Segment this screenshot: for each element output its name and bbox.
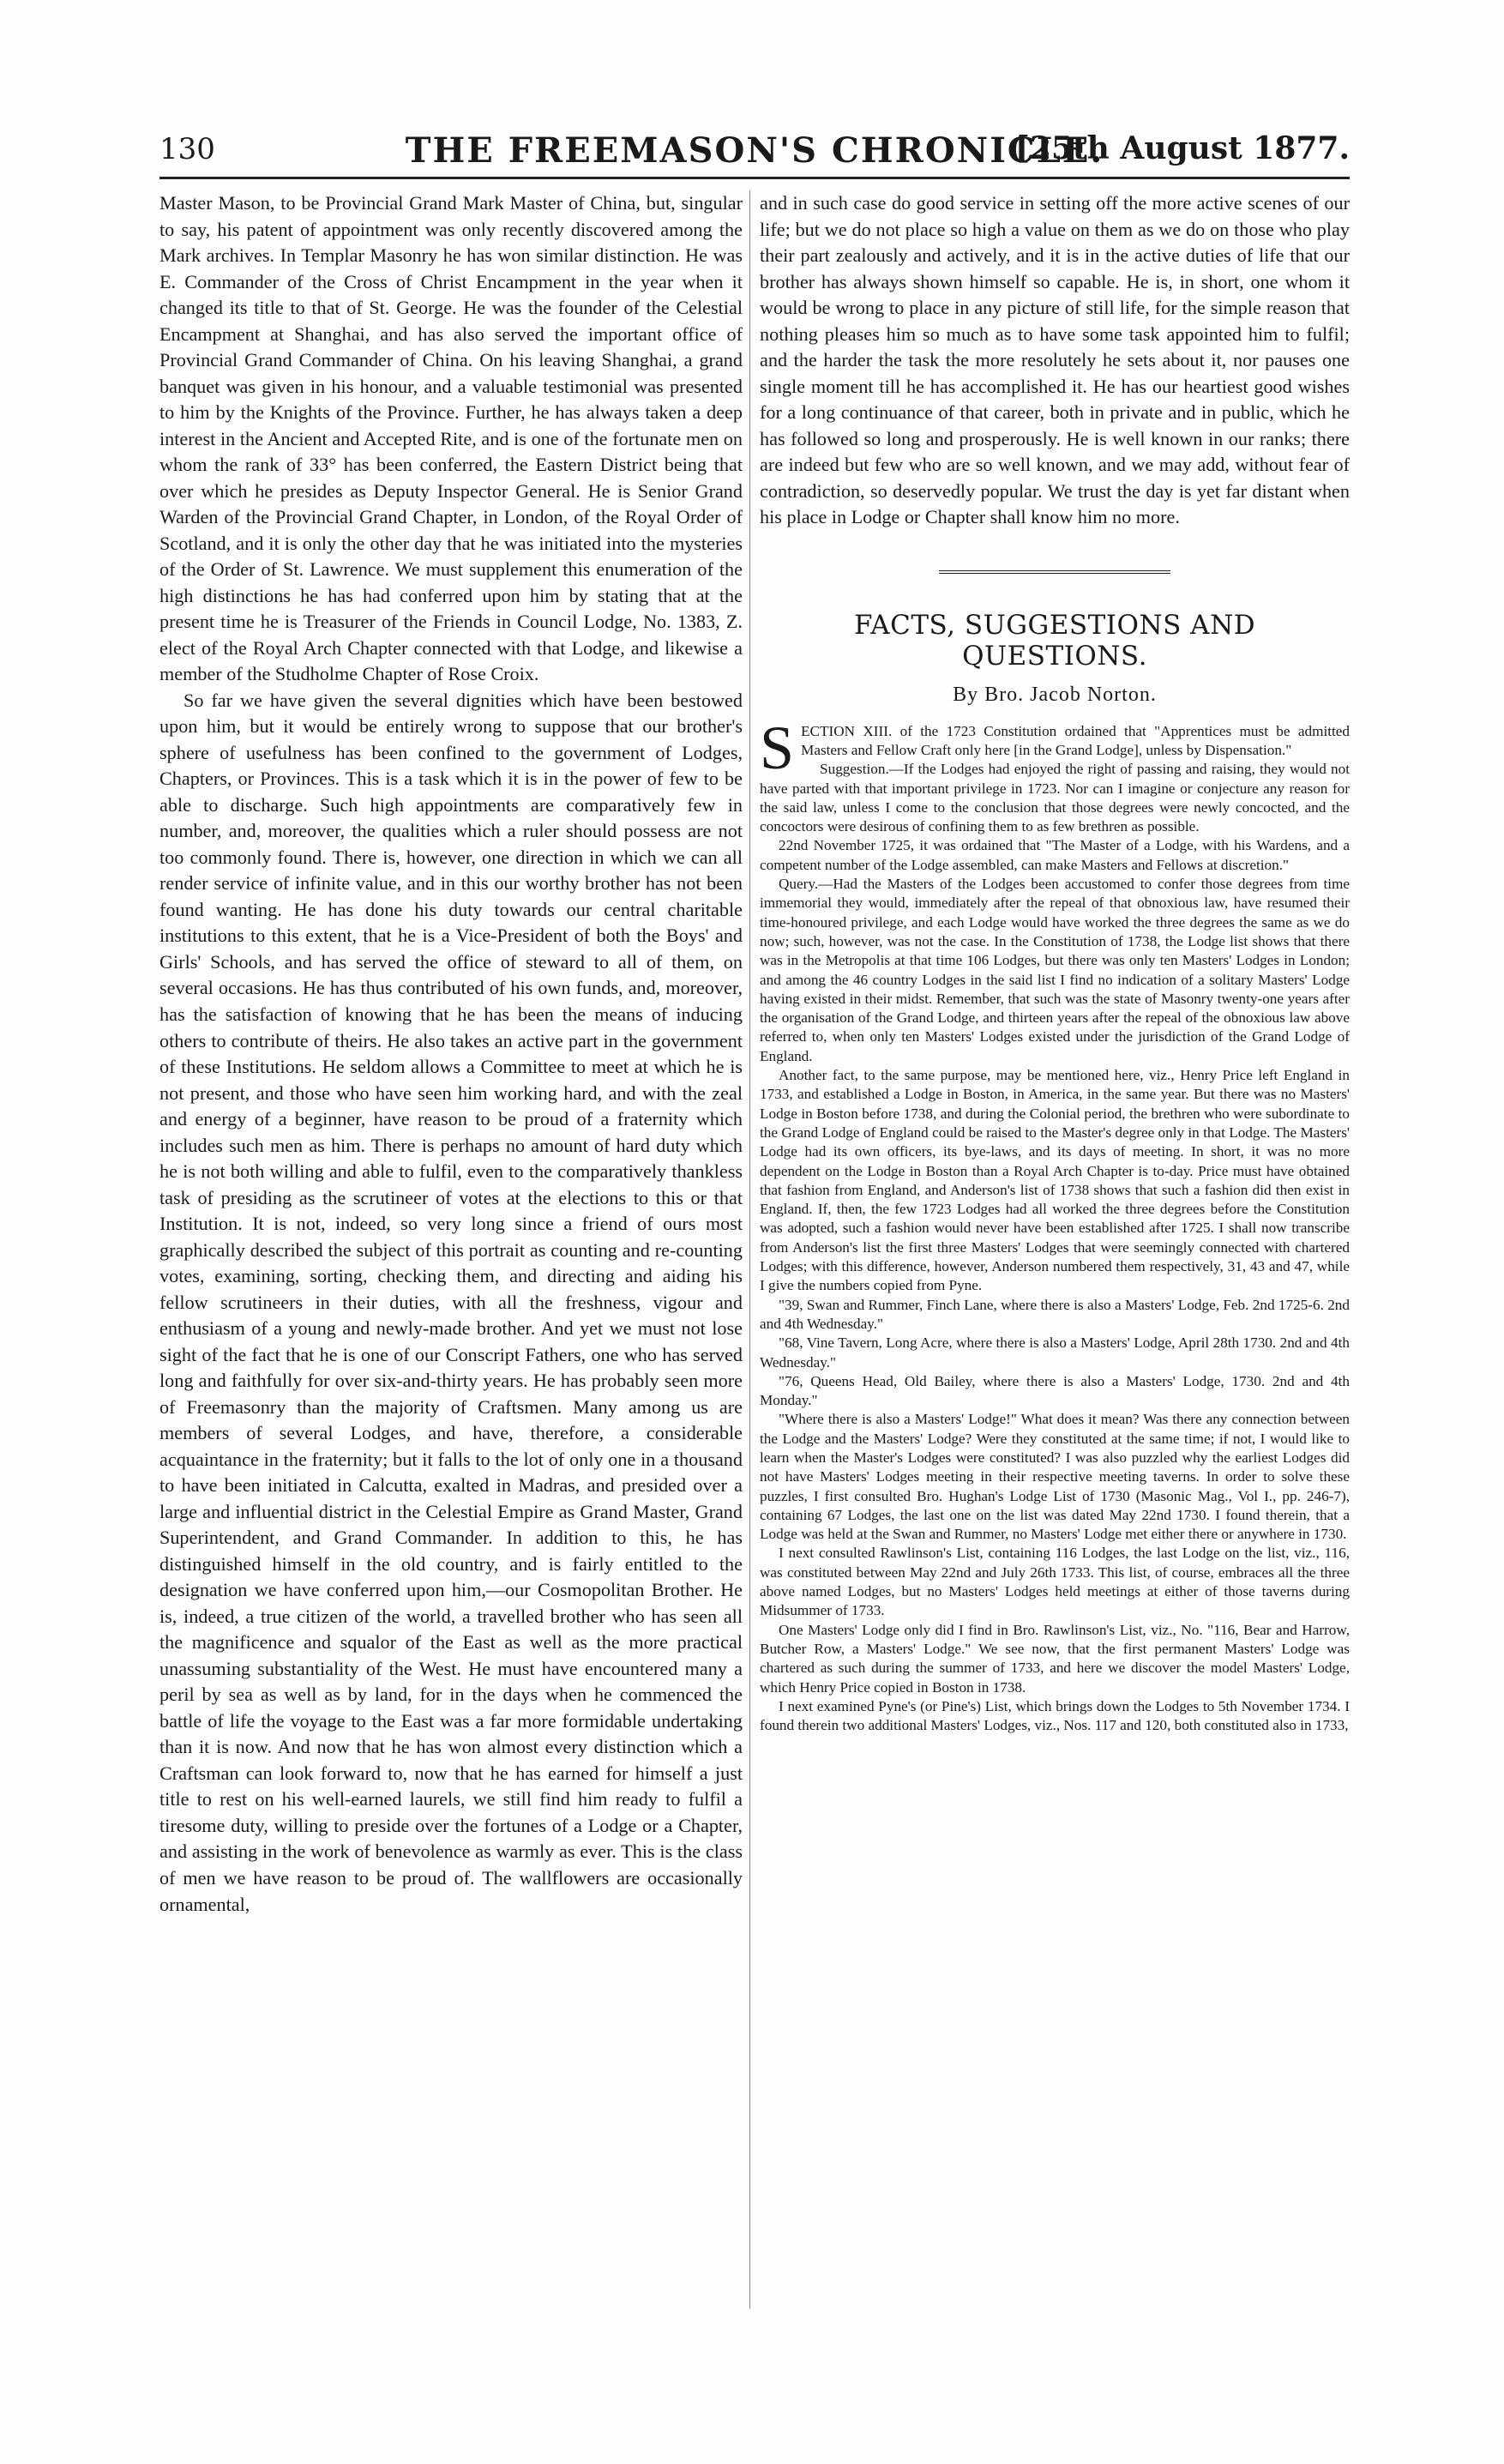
- article-paragraph: So far we have given the several dignities which have been bestowed upon him, but it would be entirely wrong to suppose that our brother's sphere of usefulness has been confined to the government of Lodges, Chapters, or Provinces. This is a task which it is in the power of few to be able to discharge. Such high appointments are comparatively few in number, and, moreover, the qualities which a ruler should possess are not too commonly found. There is, however, one direction in which we can all render service of infinite value, and in this our worthy brother has not been found wanting. He has done his duty towards our central charitable institutions to this extent, that he is a Vice-President of both the Boys' and Girls' Schools, and has served the office of steward to all of them, on several occasions. He has thus contributed of his own funds, and, moreover, has the satisfaction of knowing that he has been the means of inducing others to contribute of theirs. He also takes an active part in the government of these Institutions. He seldom allows a Committee to meet at which he is not present, and those who have seen him working hard, and with the zeal and energy of a beginner, have reason to be proud of a fraternity which includes such men as him. There is perhaps no amount of hard duty which he is not both willing and able to fulfil, even to the comparatively thankless task of presiding as the scrutineer of votes at the elections to this or that Institution. It is not, indeed, so very long since a friend of ours most graphically described the subject of this portrait as counting and re-counting votes, examining, sorting, checking them, and directing and aiding his fellow scrutineers in their duties, with all the freshness, vigour and enthusiasm of a young and newly-made brother. And yet we must not lose sight of the fact that he is one of our Conscript Fathers, one who has served long and faithfully for over six-and-thirty years. He has probably seen more of Freemasonry than the majority of Craftsmen. Many among us are members of several Lodges, and have, therefore, a considerable acquaintance in the fraternity; but it falls to the lot of only one in a thousand to have been initiated in Calcutta, exalted in Madras, and presided over a large and influential district in the Celestial Empire as Grand Master, Grand Superintendent, and Grand Commander. In addition to this, he has distinguished himself in the old country, and is fairly entitled to the designation we have conferred upon him,—our Cosmopolitan Brother. He is, indeed, a true citizen of the world, a travelled brother who has seen all the magnificence and squalor of the East as well as the more practical unassuming substantiality of the West. He must have encountered many a peril by sea as well as by land, for in the days when he commenced the battle of life the voyage to the East was a far more formidable undertaking than it is now. And now that he has won almost every distinction which a Craftsman can look forward to, now that he has earned for himself a just title to rest on his well-earned laurels, we still find him ready to fulfil a tiresome duty, willing to preside over the fortunes of a Lodge or a Chapter, and assisting in the work of benevolence as warmly as ever. This is the class of men we have reason to be proud of. The wallflowers are occasionally ornamental,: [159, 689, 743, 1915]
- section-paragraph: One Masters' Lodge only did I find in Bro. Rawlinson's List, viz., No. "116, Bear and Harrow, Butcher Row, a Masters' Lodge." We see now, that the first permanent Masters' Lodge was chartered as such during the summer of 1733, and here we discover the model Masters' Lodge, which Henry Price copied in Boston in 1738.: [760, 1621, 1350, 1696]
- section-body: [760, 713, 1350, 1736]
- section-paragraph: I next consulted Rawlinson's List, containing 116 Lodges, the last Lodge on the list, viz., 116, was constituted between May 22nd and July 26th 1733. This list, of course, embraces all the three above named Lodges, but no Masters' Lodges held meetings at either of those taverns during Midsummer of 1733.: [760, 1545, 1350, 1619]
- lodge-entry: "76, Queens Head, Old Bailey, where there is also a Masters' Lodge, 1730. 2nd and 4th Monday.": [760, 1372, 1350, 1409]
- page-number: 130: [159, 132, 215, 166]
- right-column: [760, 190, 1350, 2317]
- page-header: [159, 129, 1350, 179]
- article-separator: [939, 570, 1170, 574]
- section-paragraph: Query.—Had the Masters of the Lodges been accustomed to confer those degrees from time immemorial they would, immediately after the repeal of that obnoxious law, have resumed their time-honoured privilege, and each Lodge would have worked the three degrees the same as we do now; such, however, was not the case. In the Constitution of 1738, the Lodge list shows that there was in the Metropolis at that time 106 Lodges, but there was only ten Masters' Lodges in London; and among the 46 country Lodges in the said list I find no indication of a solitary Masters' Lodge having existed in their midst. Remember, that such was the state of Masonry twenty-one years after the organisation of the Grand Lodge, and thirteen years after the repeal of the obnoxious law above referred to, when only ten Masters' Lodges existed under the jurisdiction of the Grand Lodge of England.: [760, 876, 1350, 1064]
- section-paragraph: Another fact, to the same purpose, may be mentioned here, viz., Henry Price left England in 1733, and established a Lodge in Boston, in America, in the same year. But there was no Masters' Lodge in Boston before 1738, and during the Colonial period, the brethren who were subordinate to the Grand Lodge of England could be raised to the Master's degree only in that Lodge. The Masters' Lodge had its own officers, its bye-laws, and its days of meeting. In short, it was no more dependent on the Lodge in Boston than a Royal Arch Chapter is to-day. Price must have obtained that fashion from England, and Anderson's list of 1738 shows that such a fashion did then exist in England. If, then, the few 1723 Lodges had all worked the three degrees before the Constitution was adopted, such a fashion would never have been established after 1725. I shall now transcribe from Anderson's list the first three Masters' Lodges that were seemingly connected with chartered Lodges; with this difference, however, Anderson numbered them respectively, 31, 43 and 47, while I give the numbers copied from Pyne.: [760, 1067, 1350, 1294]
- section-paragraph: "Where there is also a Masters' Lodge!" What does it mean? Was there any connection between the Lodge and the Masters' Lodge? Were they constituted at the same time; if not, I would like to learn when the Master's Lodges were constituted? I was also puzzled why the earliest Lodges did not have Masters' Lodges meeting in their respective meeting taverns. In order to solve these puzzles, I first consulted Bro. Hughan's Lodge List of 1730 (Masonic Mag., Vol I., pp. 246-7), containing 67 Lodges, the last one on the list was dated May 22nd 1730. I found therein, that a Lodge was held at the Swan and Rummer, no Masters' Lodge met either there or anywhere in 1730.: [760, 1411, 1350, 1543]
- drop-cap: S: [760, 713, 795, 782]
- section-heading: FACTS, SUGGESTIONS AND QUESTIONS.: [853, 609, 1256, 672]
- lodge-entry: "39, Swan and Rummer, Finch Lane, where there is also a Masters' Lodge, Feb. 2nd 1725-6. 2nd and 4th Wednesday.": [760, 1296, 1350, 1332]
- section-paragraph: 22nd November 1725, it was ordained that "The Master of a Lodge, with his Wardens, and a competent number of the Lodge assembled, can make Masters and Fellows at discretion.": [760, 837, 1350, 873]
- author-byline: By Bro. Jacob Norton.: [953, 683, 1157, 706]
- column-divider: [749, 190, 750, 2309]
- article-continuation: and in such case do good service in setting off the more active scenes of our life; but we do not place so high a value on them as we do on those who play their part zealously and actively, and it is in the active duties of life that our brother has always shown himself so capable. He is, in short, one whom it would be wrong to place in any picture of still life, for the simple reason that nothing pleases him so much as to have some task appointed him to fulfil; and the harder the task the more resolutely he sets about it, nor pauses one single moment till he has accomplished it. He has our heartiest good wishes for a long continuance of that career, both in private and in public, which he has followed so long and prosperously. He is well known in our ranks; there are indeed but few who are so well known, and we may add, without fear of contradiction, so deservedly popular. We trust the day is yet far distant when his place in Lodge or Chapter shall know him no more.: [760, 192, 1350, 528]
- section-paragraph: I next examined Pyne's (or Pine's) List, which brings down the Lodges to 5th November 1734. I found therein two additional Masters' Lodges, viz., Nos. 117 and 120, both constituted also in 1733,: [760, 1697, 1350, 1734]
- article-paragraph: Master Mason, to be Provincial Grand Mark Master of China, but, singular to say, his patent of appointment was only recently discovered among the Mark archives. In Templar Masonry he has won similar distinction. He was E. Commander of the Cross of Christ Encampment in the year when it changed its title to that of St. George. He was the founder of the Celestial Encampment at Shanghai, and has also served the important office of Provincial Grand Commander of China. On his leaving Shanghai, a grand banquet was given in his honour, and a valuable testimonial was presented to him by the Knights of the Province. Further, he has always taken a deep interest in the Ancient and Accepted Rite, and is one of the fortunate men on whom the rank of 33° has been conferred, the Eastern District being that over which he presides as Deputy Inspector General. He is Senior Grand Warden of the Provincial Grand Chapter, in London, of the Royal Order of Scotland, and it is only the other day that he was initiated into the mysteries of the Order of St. Lawrence. We must supplement this enumeration of the high distinctions he has had conferred upon him by stating that at the present time he is Treasurer of the Friends in Council Lodge, No. 1383, Z. elect of the Royal Arch Chapter connected with that Lodge, and likewise a member of the Studholme Chapter of Rose Croix.: [159, 192, 743, 685]
- left-column: [159, 190, 743, 2317]
- publication-title: THE FREEMASON'S CHRONICLE.: [405, 130, 1104, 171]
- opening-paragraph: [760, 713, 1350, 782]
- section-paragraph: Suggestion.—If the Lodges had enjoyed the right of passing and raising, they would not have parted with that important privilege in 1723. Nor can I imagine or conjecture any reason for the said law, unless I come to the conclusion that those degrees were newly concocted, and the concoctors were desirous of confining them to as few brethren as possible.: [760, 761, 1350, 835]
- opening-text: ECTION XIII. of the 1723 Constitution ordained that "Apprentices must be admitted Masters and Fellow Craft only here [in the Grand Lodge], unless by Dispensation.": [801, 722, 1350, 758]
- issue-date: [25th August 1877.: [1014, 130, 1350, 166]
- lodge-entry: "68, Vine Tavern, Long Acre, where there is also a Masters' Lodge, April 28th 1730. 2nd and 4th Wednesday.": [760, 1334, 1350, 1371]
